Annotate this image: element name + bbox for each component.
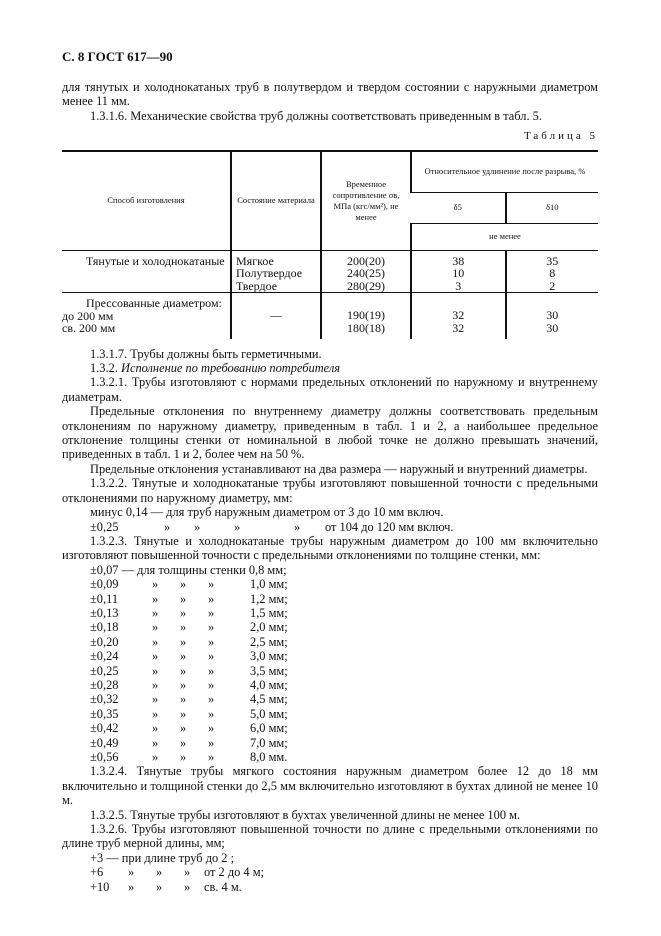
list-row [90,635,598,649]
row-text: 7,0 мм; [250,735,288,750]
row-text: от 2 до 4 м; [204,865,265,880]
deviation-line [90,520,598,534]
value: ±0,49 [90,735,119,750]
deviation-line: минус 0,14 — для труб наружным диаметром от 3 до 10 мм включ. [90,505,444,520]
paragraph: Предельные отклонения устанавливают на два размера — наружный и внутренний диаметры. [90,461,588,476]
col-header-min: не менее [411,223,598,250]
value: ±0,13 [90,605,119,620]
row-text: 2,5 мм; [250,634,288,649]
cell-d10: 30 [546,308,559,323]
list-row [90,692,598,706]
paragraph: 1.3.2.2. Тянутые и холоднокатаные трубы изготовляют повышенной точности с предельными отклонениями по наружному диаметру, мм: [62,476,598,505]
ditto-mark: » [184,865,191,880]
ditto-mark: » [180,706,187,721]
section-title: Исполнение по требованию потребителя [121,361,341,376]
cell-d10: 35 [546,253,559,268]
tolerance-line: ±0,07 — для толщины стенки 0,8 мм; [90,562,287,577]
paragraph: 1.3.1.7. Трубы должны быть герметичными. [90,346,322,361]
ditto-mark: » [208,750,215,764]
row-text: 3,0 мм; [250,649,288,664]
dev-range [294,520,598,534]
list-row [90,880,598,894]
ditto-mark: » [152,721,159,736]
value: +6 [90,865,104,880]
value: ±0,28 [90,677,119,692]
col-header-strength: Временное сопротивление σв, МПа (кгс/мм²), не менее [321,151,411,251]
paragraph: 1.3.1.6. Механические свойства труб должны соответствовать приведенным в табл. 5. [90,108,542,123]
ditto-mark: » [180,677,187,692]
ditto-mark: » [152,663,159,678]
ditto-mark: » [152,750,159,764]
value: ±0,18 [90,620,119,635]
list-row [90,664,598,678]
table-row [62,293,598,339]
cell-strength: 190(19) [347,308,385,323]
cell-d5: 32 [452,320,465,335]
cell-strength: 280(29) [347,278,385,293]
paragraph: 1.3.2.1. Трубы изготовляют с нормами предельных отклонений по наружному и внутреннему диаметрам. [62,375,598,404]
row-text: 1,2 мм; [250,591,288,606]
ditto-mark: » [152,692,159,707]
value: ±0,35 [90,706,119,721]
ditto-mark: » [128,879,135,894]
paragraph: 1.3.2.6. Трубы изготовляют повышенной точности по длине с предельными отклонениями по длине труб мерной длины, мм; [62,822,598,851]
cell-d5: 10 [452,266,465,281]
row-text: 3,5 мм; [250,663,288,678]
value: +10 [90,879,110,894]
ditto-mark: » [180,663,187,678]
ditto-mark: » [234,519,241,534]
section-number: 1.3.2. [90,361,118,376]
list-row [90,736,598,750]
cell-strength: 240(25) [347,266,385,281]
paragraph: 1.3.2.5. Тянутые трубы изготовляют в бухтах увеличенной длины не менее 100 м. [90,807,521,822]
ditto-mark: » [208,591,215,606]
table-5 [62,150,598,339]
col-header-state: Состояние материала [231,151,321,251]
row-text: св. 4 м. [204,879,242,894]
row-text: 1,5 мм; [250,605,288,620]
paragraph: Предельные отклонения по внутреннему диаметру должны соответствовать предельным отклонениям по наружному диаметру, приведенным в табл. 1 и 2, а наибольшее предельное отклонение толщины стенки от номинальной в любой точке не должно превышать значений, приведенных в табл. 1 и 2, более чем на 50 %. [62,404,598,462]
value: ±0,20 [90,634,119,649]
dev-value: ±0,25 [90,519,119,534]
value: ±0,11 [90,591,119,606]
ditto-mark: » [208,605,215,620]
row-text: 2,0 мм; [250,620,288,635]
list-row [90,865,598,879]
list-row [90,620,598,634]
ditto-mark: » [194,519,201,534]
list-row [90,678,598,692]
length-list [62,865,598,894]
cell-method-sub: св. 200 мм [62,321,116,336]
page-header: С. 8 ГОСТ 617—90 [62,49,173,64]
cell-d5: 32 [452,308,465,323]
tolerance-list [62,577,598,764]
ditto-mark: » [156,879,163,894]
row-text: 4,5 мм; [250,692,288,707]
list-row [90,707,598,721]
ditto-mark: » [152,577,159,592]
col-header-d10: δ10 [506,192,598,223]
ditto-mark: » [152,677,159,692]
ditto-mark: » [208,577,215,592]
row-text: 1,0 мм; [250,577,288,592]
ditto-mark: » [152,706,159,721]
cell-state: Мягкое [236,253,274,268]
ditto-mark: » [180,605,187,620]
value: ±0,24 [90,649,119,664]
col-header-elongation: Относительное удлинение после разрыва, % [411,151,598,193]
ditto-mark: » [208,663,215,678]
length-line: +3 — при длине труб до 2 ; [90,850,235,865]
paragraph: 1.3.2.3. Тянутые и холоднокатаные трубы наружным диаметром до 100 мм включительно изготовляют повышенной точности с предельными отклонениями по толщине стенки, мм: [62,533,598,563]
cell-d5: 38 [452,253,465,268]
ditto-mark: » [152,735,159,750]
table-caption: Таблица 5 [523,130,598,143]
ditto-mark: » [152,634,159,649]
cell-d10: 8 [549,266,556,281]
cell-strength: 200(20) [347,253,385,268]
cell-method: Прессованные диаметром: [86,296,222,311]
document-body [62,80,598,894]
cell-d10: 2 [549,278,556,293]
ditto-mark: » [208,677,215,692]
ditto-mark: » [208,649,215,664]
cell-method: Тянутые и холоднокатаные [62,250,231,293]
cell-state: — [231,293,321,339]
cell-method-sub: до 200 мм [62,308,114,323]
list-row [90,649,598,663]
ditto-mark: » [156,865,163,880]
cell-d10: 30 [546,320,559,335]
list-row [90,577,598,591]
cell-d5: 3 [455,278,462,293]
value: ±0,09 [90,577,119,592]
list-row [90,606,598,620]
ditto-mark: » [180,634,187,649]
ditto-mark: » [208,620,215,635]
ditto-mark: » [180,577,187,592]
ditto-mark: » [208,692,215,707]
value: ±0,42 [90,721,119,736]
cell-state: Полутвердое [236,266,303,281]
ditto-mark: » [180,692,187,707]
col-header-d5: δ5 [411,192,506,223]
value: ±0,32 [90,692,119,707]
col-header-method: Способ изготовления [107,195,185,206]
ditto-mark: » [164,519,171,534]
cell-state: Твердое [236,278,278,293]
ditto-mark: » [294,519,301,534]
paragraph: 1.3.2.4. Тянутые трубы мягкого состояния наружным диаметром более 12 до 18 мм включительно и толщиной стенки до 2,5 мм включительно изготовляют в бухтах длиной не менее 10 м. [62,764,598,808]
ditto-mark: » [128,865,135,880]
row-text: 5,0 мм; [250,706,288,721]
ditto-mark: » [208,634,215,649]
list-row [90,592,598,606]
ditto-mark: » [152,605,159,620]
ditto-mark: » [180,649,187,664]
paragraph: для тянутых и холоднокатаных труб в полутвердом и твердом состоянии с наружными диаметром менее 11 мм. [62,80,598,109]
ditto-mark: » [152,649,159,664]
ditto-mark: » [208,706,215,721]
ditto-mark: » [152,591,159,606]
ditto-mark: » [180,721,187,736]
ditto-mark: » [180,620,187,635]
ditto-mark: » [208,721,215,736]
ditto-mark: » [208,735,215,750]
ditto-mark: » [152,620,159,635]
ditto-mark: » [180,591,187,606]
row-text: 4,0 мм; [250,677,288,692]
dev-text: от 104 до 120 мм включ. [324,519,454,534]
ditto-mark: » [180,750,187,764]
table-row [62,250,598,293]
list-row [90,721,598,735]
ditto-mark: » [180,735,187,750]
value: ±0,25 [90,663,119,678]
list-row [90,750,598,764]
value: ±0,56 [90,750,119,764]
cell-strength: 180(18) [347,320,385,335]
row-text: 8,0 мм. [250,750,288,764]
row-text: 6,0 мм; [250,721,288,736]
section-heading [62,361,598,375]
ditto-mark: » [184,879,191,894]
